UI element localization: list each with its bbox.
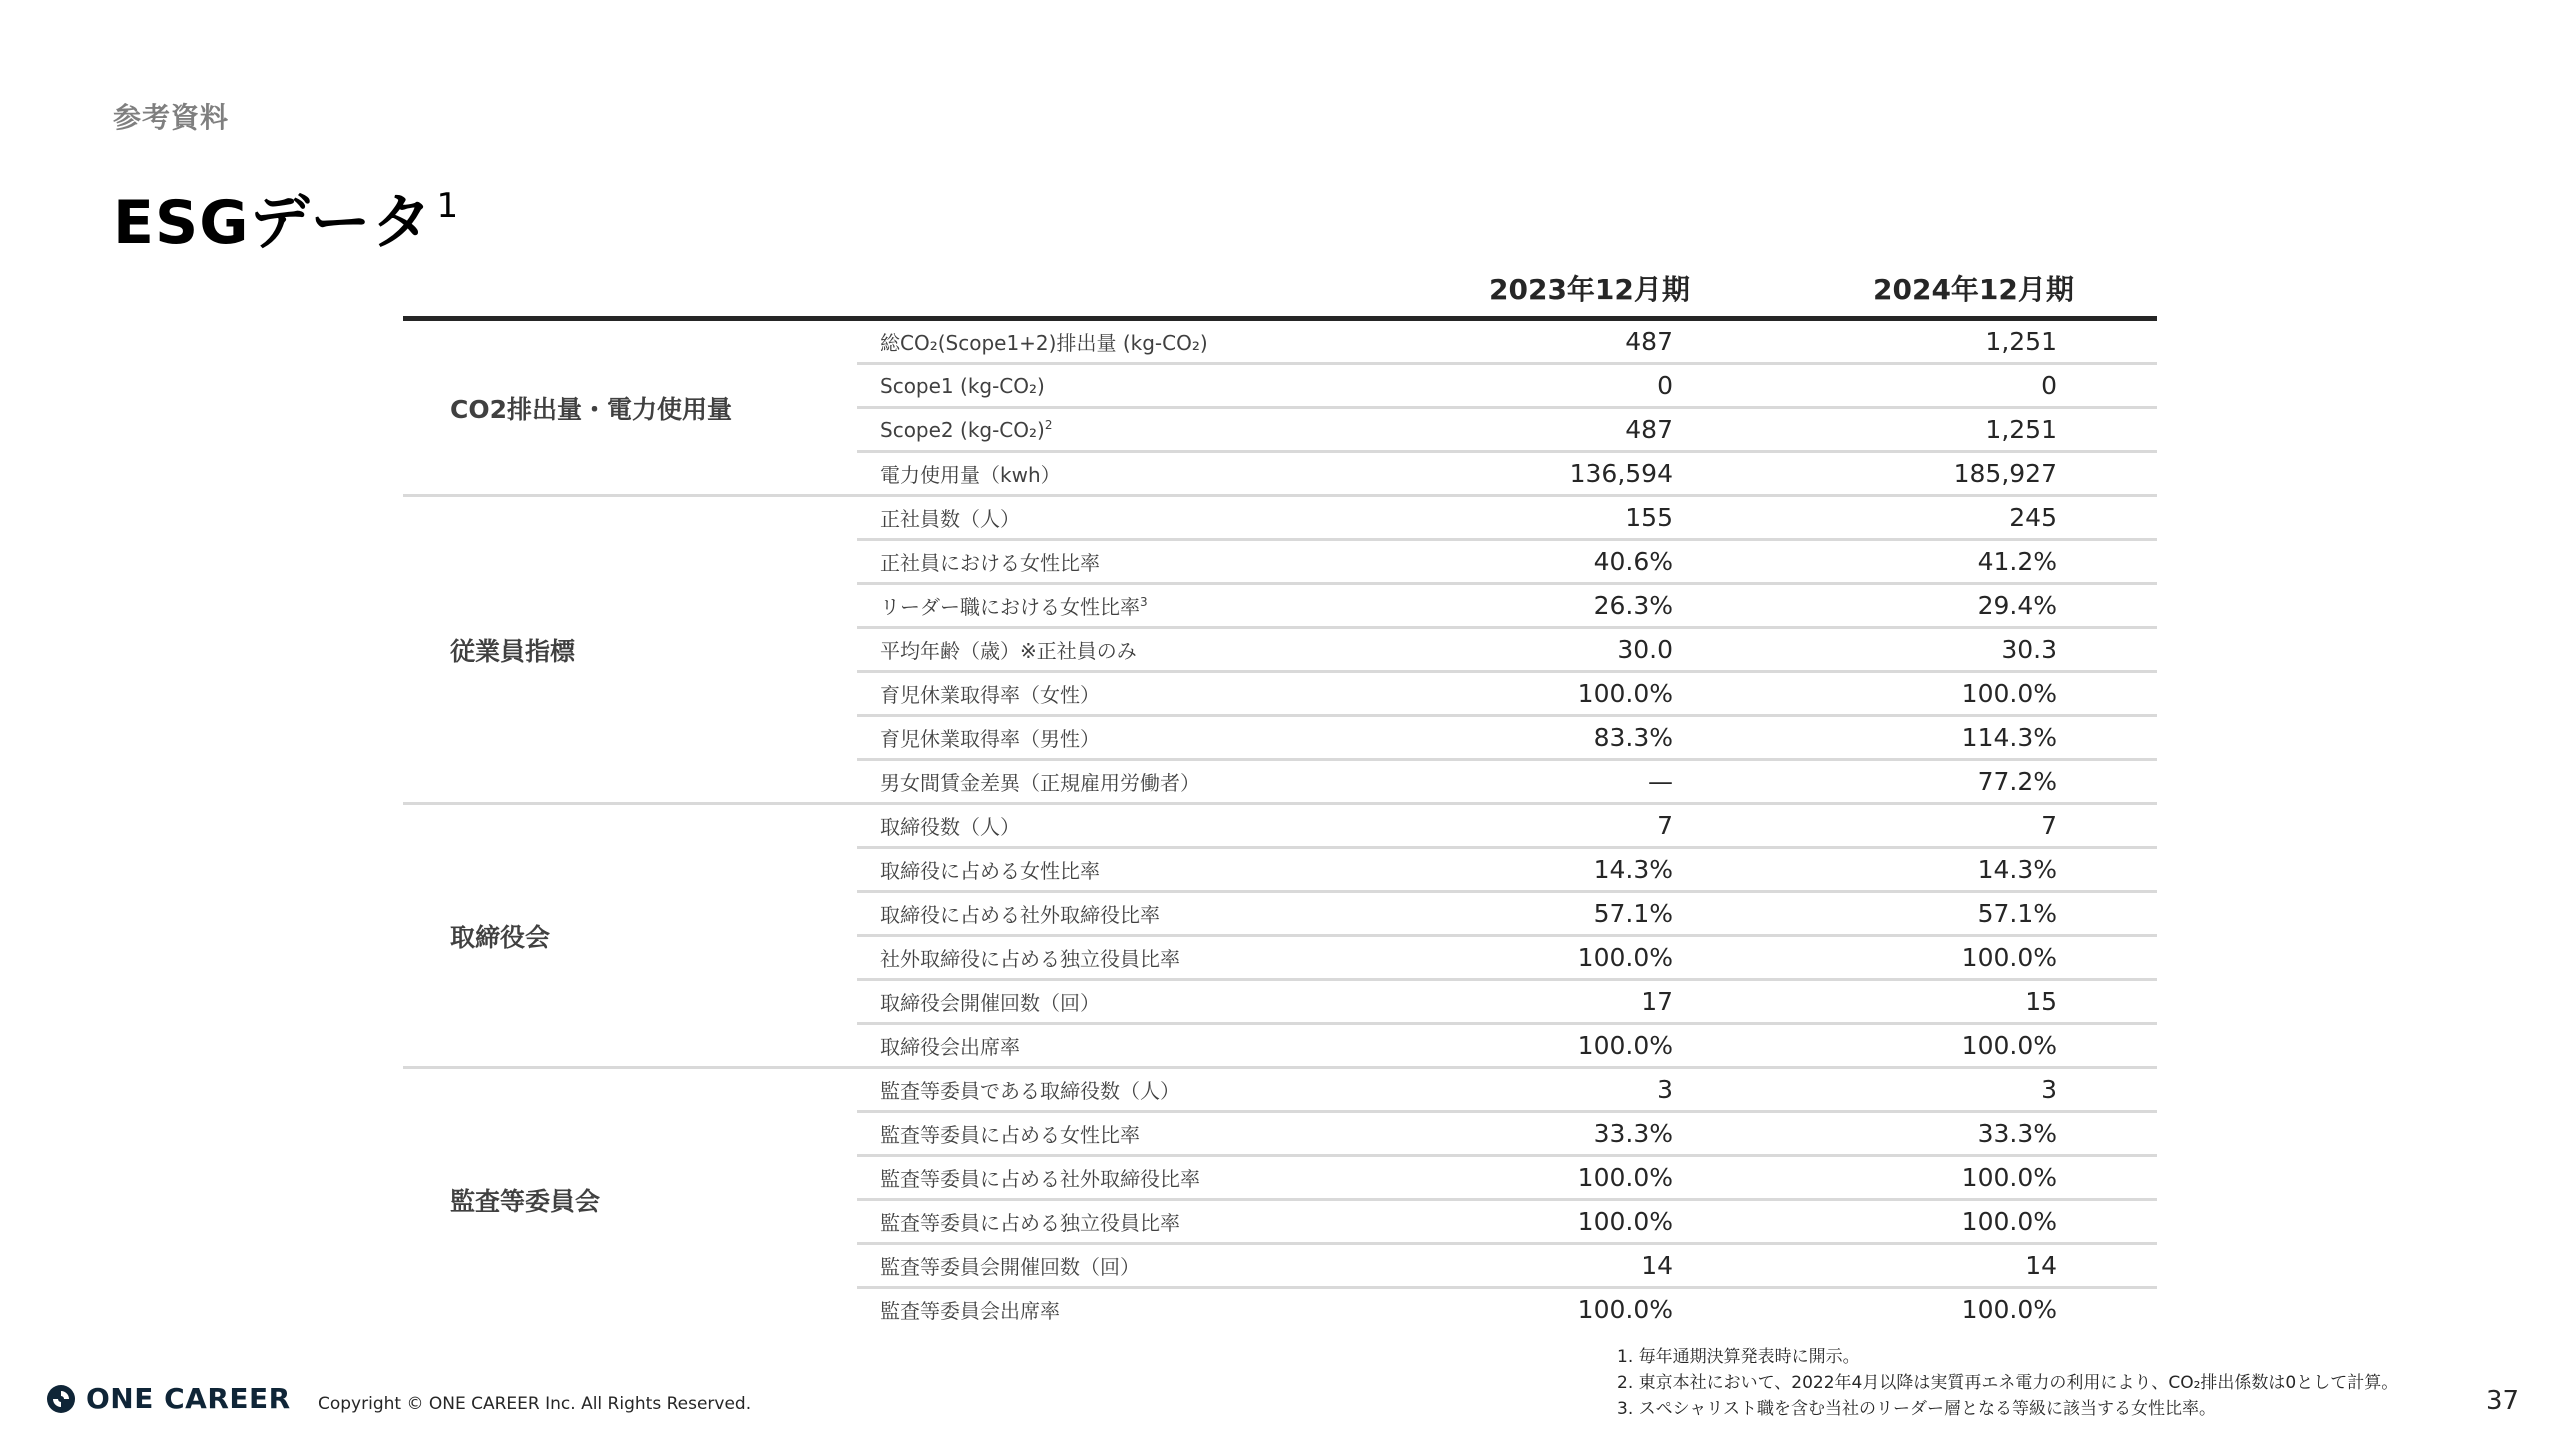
value-2024: 30.3 (2001, 635, 2057, 664)
group-rows (857, 321, 2157, 494)
table-header (403, 262, 2157, 316)
value-2024: 100.0% (1961, 1163, 2057, 1192)
group-rows (857, 1069, 2157, 1330)
value-2024: 77.2% (1977, 767, 2057, 796)
value-2024: 1,251 (1985, 415, 2057, 444)
value-2023: 0 (1657, 371, 1673, 400)
row-label-text: 監査等委員会出席率 (880, 1299, 1060, 1323)
row-label-text: 育児休業取得率（女性） (880, 683, 1100, 707)
value-2023: 487 (1625, 327, 1673, 356)
row-label-text: 男女間賃金差異（正規雇用労働者） (880, 771, 1200, 795)
group-label: CO2排出量・電力使用量 (450, 394, 732, 424)
row-label (880, 679, 1100, 708)
table-row (857, 1245, 2157, 1289)
row-footnote-marker: 3 (1140, 595, 1148, 609)
value-2024: 100.0% (1961, 679, 2057, 708)
row-label-text: 取締役会開催回数（回） (880, 991, 1100, 1015)
row-label (880, 1251, 1140, 1280)
value-2024: 0 (2041, 371, 2057, 400)
table-group (403, 805, 2157, 1069)
column-header-2024: 2024年12月期 (1873, 273, 2074, 306)
table-row (857, 1157, 2157, 1201)
value-2023: 57.1% (1593, 899, 1673, 928)
table-group (403, 497, 2157, 805)
table-body (403, 321, 2157, 1330)
row-label (880, 1075, 1180, 1104)
value-2024: 100.0% (1961, 1207, 2057, 1236)
table-row (857, 321, 2157, 365)
value-2023: 14 (1641, 1251, 1673, 1280)
brand-logo (46, 1382, 291, 1415)
row-label-text: 電力使用量（kwh） (880, 463, 1061, 487)
group-rows (857, 497, 2157, 802)
row-label-text: 取締役会出席率 (880, 1035, 1020, 1059)
table-row (857, 1201, 2157, 1245)
row-label (880, 811, 1020, 840)
row-label-text: 監査等委員に占める女性比率 (880, 1123, 1140, 1147)
row-label-text: Scope1 (kg-CO₂) (880, 373, 1045, 398)
value-2024: 14.3% (1977, 855, 2057, 884)
value-2024: 3 (2041, 1075, 2057, 1104)
table-row (857, 1025, 2157, 1066)
table-row (857, 673, 2157, 717)
value-2023: 40.6% (1593, 547, 1673, 576)
page-title-text: ESGデータ (113, 188, 433, 258)
row-label-text: 平均年齢（歳）※正社員のみ (880, 639, 1137, 663)
table-row (857, 937, 2157, 981)
value-2024: 1,251 (1985, 327, 2057, 356)
value-2023: 14.3% (1593, 855, 1673, 884)
value-2024: 41.2% (1977, 547, 2057, 576)
value-2023: 136,594 (1569, 459, 1673, 488)
row-label (880, 987, 1100, 1016)
table-row (857, 805, 2157, 849)
value-2023: 100.0% (1577, 679, 1673, 708)
row-label (880, 374, 1045, 398)
value-2023: 100.0% (1577, 1031, 1673, 1060)
row-label-text: 正社員における女性比率 (880, 551, 1100, 575)
table-row (857, 497, 2157, 541)
row-label (880, 1295, 1060, 1324)
column-header-2023: 2023年12月期 (1489, 273, 1690, 306)
row-label-text: 監査等委員に占める独立役員比率 (880, 1211, 1180, 1235)
footnote-2: 2. 東京本社において、2022年4月以降は実質再エネ電力の利用により、CO₂排出係数は0として計算。 (1617, 1373, 2399, 1393)
row-label (880, 723, 1100, 752)
value-2024: 100.0% (1961, 1031, 2057, 1060)
value-2023: 100.0% (1577, 1207, 1673, 1236)
row-label-text: 監査等委員会開催回数（回） (880, 1255, 1140, 1279)
row-label-text: 取締役に占める社外取締役比率 (880, 903, 1160, 927)
table-row (857, 1289, 2157, 1330)
table-row (857, 365, 2157, 409)
value-2024: 15 (2025, 987, 2057, 1016)
row-label-text: 正社員数（人） (880, 507, 1020, 531)
value-2023: 30.0 (1617, 635, 1673, 664)
value-2023: 155 (1625, 503, 1673, 532)
value-2024: 185,927 (1953, 459, 2057, 488)
row-footnote-marker: 2 (1044, 417, 1053, 432)
value-2024: 33.3% (1977, 1119, 2057, 1148)
table-group (403, 1069, 2157, 1330)
value-2024: 57.1% (1977, 899, 2057, 928)
row-label (880, 327, 1208, 356)
value-2023: — (1648, 767, 1673, 796)
row-label-text: 育児休業取得率（男性） (880, 727, 1100, 751)
title-footnote-marker: 1 (436, 186, 460, 226)
row-label (880, 855, 1100, 884)
row-label (880, 503, 1020, 532)
table-row (857, 761, 2157, 802)
value-2023: 100.0% (1577, 1163, 1673, 1192)
value-2024: 114.3% (1961, 723, 2057, 752)
value-2023: 26.3% (1593, 591, 1673, 620)
row-label-text: 取締役に占める女性比率 (880, 859, 1100, 883)
row-label (880, 1119, 1140, 1148)
row-label (880, 767, 1200, 796)
footnotes (1617, 1344, 2398, 1422)
value-2023: 100.0% (1577, 943, 1673, 972)
value-2024: 14 (2025, 1251, 2057, 1280)
value-2024: 7 (2041, 811, 2057, 840)
table-row (857, 1113, 2157, 1157)
row-label-text: 総CO₂(Scope1+2)排出量 (kg-CO₂) (880, 331, 1208, 355)
copyright: Copyright © ONE CAREER Inc. All Rights Reserved. (318, 1394, 752, 1414)
row-label (880, 899, 1160, 928)
one-career-logo-icon (46, 1384, 76, 1414)
table-row (857, 849, 2157, 893)
row-label-text: リーダー職における女性比率 (880, 595, 1140, 619)
value-2024: 29.4% (1977, 591, 2057, 620)
esg-data-table (403, 262, 2157, 1330)
page-title (113, 170, 459, 259)
table-row (857, 409, 2157, 453)
row-label (880, 943, 1180, 972)
row-label-text: 社外取締役に占める独立役員比率 (880, 947, 1180, 971)
table-group (403, 321, 2157, 497)
table-row (857, 893, 2157, 937)
table-row (857, 629, 2157, 673)
value-2024: 245 (2009, 503, 2057, 532)
row-label-text: Scope2 (kg-CO₂) (880, 417, 1045, 442)
row-label (880, 1207, 1180, 1236)
row-label-text: 取締役数（人） (880, 815, 1020, 839)
footnote-1: 1. 毎年通期決算発表時に開示。 (1617, 1347, 1860, 1367)
page-number: 37 (2486, 1386, 2520, 1416)
value-2023: 100.0% (1577, 1295, 1673, 1324)
group-label: 取締役会 (450, 922, 551, 952)
group-label: 監査等委員会 (450, 1186, 601, 1216)
row-label-text: 監査等委員に占める社外取締役比率 (880, 1167, 1200, 1191)
row-label (880, 635, 1137, 664)
table-row (857, 453, 2157, 494)
row-label (880, 1163, 1200, 1192)
row-label (880, 1031, 1020, 1060)
group-rows (857, 805, 2157, 1066)
value-2023: 3 (1657, 1075, 1673, 1104)
row-label (880, 591, 1148, 620)
table-row (857, 1069, 2157, 1113)
row-label-text: 監査等委員である取締役数（人） (880, 1079, 1180, 1103)
table-row (857, 541, 2157, 585)
row-label (880, 547, 1100, 576)
value-2023: 17 (1641, 987, 1673, 1016)
brand-name: ONE CAREER (86, 1382, 291, 1415)
group-label: 従業員指標 (450, 636, 576, 666)
row-label (880, 459, 1061, 488)
value-2024: 100.0% (1961, 943, 2057, 972)
value-2023: 83.3% (1593, 723, 1673, 752)
footnote-3: 3. スペシャリスト職を含む当社のリーダー層となる等級に該当する女性比率。 (1617, 1399, 2216, 1419)
value-2023: 33.3% (1593, 1119, 1673, 1148)
table-row (857, 717, 2157, 761)
section-eyebrow: 参考資料 (113, 101, 230, 134)
value-2024: 100.0% (1961, 1295, 2057, 1324)
value-2023: 487 (1625, 415, 1673, 444)
table-row (857, 585, 2157, 629)
table-row (857, 981, 2157, 1025)
row-label (880, 418, 1052, 442)
value-2023: 7 (1657, 811, 1673, 840)
